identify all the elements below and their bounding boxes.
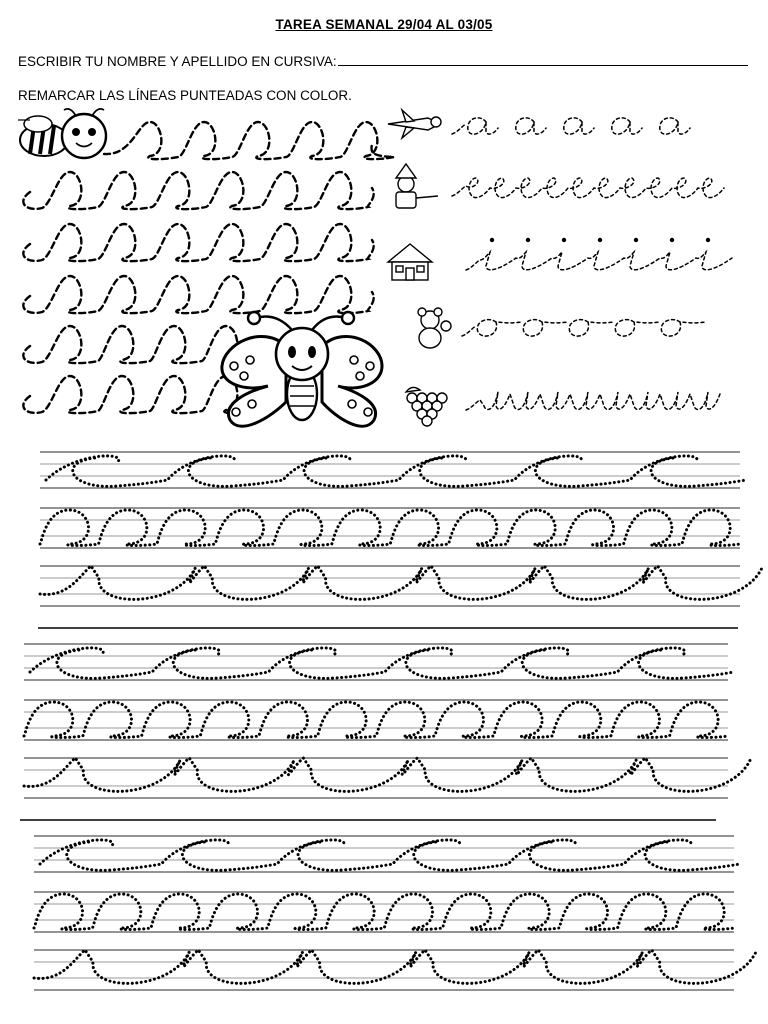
teddy-bear-icon — [418, 308, 451, 348]
airplane-icon — [388, 110, 441, 138]
butterfly-wing-spot — [240, 372, 248, 380]
page-title: TAREA SEMANAL 29/04 AL 03/05 — [275, 17, 493, 32]
butterfly-wing-spot — [248, 400, 256, 408]
pattern-tracing-area[interactable] — [20, 452, 762, 990]
clown-icon — [396, 164, 438, 208]
house-door — [406, 268, 414, 280]
cursive-letter-area[interactable] — [388, 110, 732, 426]
letter-i-dot — [706, 238, 710, 242]
loop-trace-row — [40, 510, 740, 546]
butterfly-wing-spot — [366, 362, 374, 370]
wave-trace-row — [40, 840, 740, 870]
clown-hat — [396, 164, 416, 178]
bee-head — [62, 114, 106, 158]
loop-trace-row — [104, 122, 394, 159]
loop-trace-row — [23, 172, 373, 209]
trace-instruction: REMARCAR LAS LÍNEAS PUNTEADAS CON COLOR. — [18, 88, 352, 103]
butterfly-wing-spot — [350, 356, 358, 364]
cursive-e-trace-row — [452, 178, 724, 198]
grapes-icon — [406, 387, 447, 426]
house-window — [396, 266, 403, 272]
house-roof — [388, 244, 432, 262]
butterfly-wing-spot — [246, 356, 254, 364]
bee-icon — [18, 109, 106, 158]
letter-i-dot — [562, 238, 566, 242]
loop-trace-row — [23, 326, 254, 363]
loop-trace-row — [24, 702, 728, 738]
butterfly-wing-spot — [364, 408, 372, 416]
butterfly-wing-spot — [232, 408, 240, 416]
bee-wing — [24, 116, 52, 132]
butterfly-antenna-tip — [248, 312, 260, 324]
letter-i-dot — [526, 238, 530, 242]
butterfly-antenna-tip — [342, 312, 354, 324]
loop-trace-row — [34, 894, 734, 930]
letter-i-dot — [598, 238, 602, 242]
cursive-a-trace-row — [452, 118, 690, 134]
bear-paw — [441, 321, 451, 331]
bee-eye — [88, 128, 96, 136]
bee-eye — [72, 128, 80, 136]
wave-trace-row — [30, 648, 734, 678]
cursive-i-trace-row — [466, 252, 732, 270]
house-window — [417, 266, 424, 272]
loop-trace-row — [23, 224, 373, 261]
bear-ear — [434, 308, 442, 316]
cursive-u-trace-row — [466, 392, 720, 410]
house-icon — [388, 244, 432, 280]
butterfly-wing-spot — [348, 400, 356, 408]
bear-ear — [418, 308, 426, 316]
name-instruction-label: ESCRIBIR TU NOMBRE Y APELLIDO EN CURSIVA: — [18, 54, 337, 69]
loop-trace-row — [23, 376, 254, 413]
cursive-o-trace-row — [462, 320, 706, 336]
butterfly-wing-spot — [356, 372, 364, 380]
letter-i-dot — [670, 238, 674, 242]
butterfly-wing-spot — [230, 362, 238, 370]
clown-body — [396, 192, 416, 208]
loop-trace-row — [23, 276, 373, 313]
airplane-propeller — [431, 117, 441, 127]
butterfly-icon — [222, 312, 382, 426]
butterfly-eye — [308, 346, 316, 358]
butterfly-head — [276, 328, 328, 380]
bear-body — [419, 328, 441, 348]
grape — [422, 416, 432, 426]
letter-i-dot — [634, 238, 638, 242]
butterfly-eye — [288, 346, 296, 358]
butterfly-right-wing — [322, 336, 382, 426]
wave-trace-row — [46, 456, 746, 486]
clown-arm — [416, 196, 438, 198]
grape-leaf — [406, 387, 420, 392]
letter-i-dot — [490, 238, 494, 242]
